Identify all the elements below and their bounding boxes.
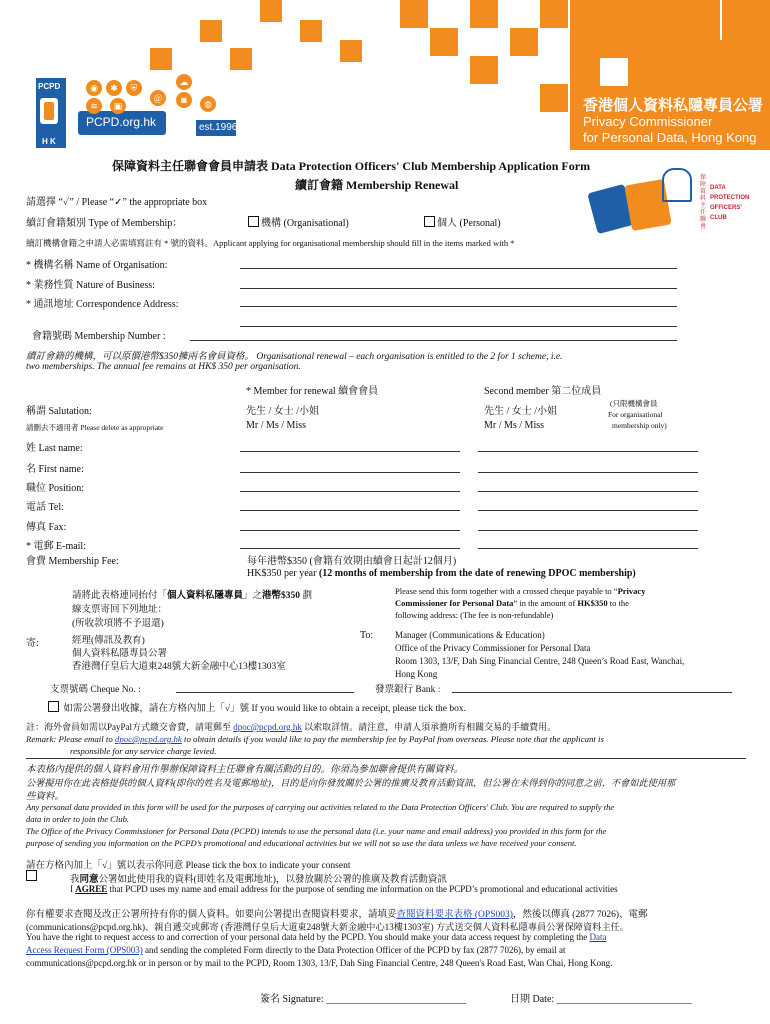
org-name-field[interactable] (240, 268, 677, 269)
payment-zh-payee: 個人資料私隱專員 (167, 591, 244, 601)
type-org-option[interactable] (248, 214, 349, 229)
pixel-decoration (540, 84, 568, 112)
bluetooth-icon: ✱ (106, 80, 122, 96)
asterisk-note: 續訂機構會籍之申請人必需填寫註有 * 號的資料。Applicant applying for organisational membership should fill in the items marked with * (26, 238, 515, 248)
payment-en-amount: HK$350 (577, 598, 608, 608)
pcpd-logo-bottom: H K (42, 137, 56, 146)
globe-icon: ◍ (200, 96, 216, 112)
position-field-1[interactable] (240, 491, 460, 492)
address-field-1[interactable] (240, 306, 677, 307)
payment-zh-2: 線支票寄回下列地址： (72, 605, 168, 615)
fee-label: 會費 Membership Fee: (26, 556, 119, 567)
privacy-en-3: The Office of the Privacy Commissioner for Personal Data (PCPD) intends to use the personal data (i.e. your name and email address) you provided in this form for the (26, 826, 607, 836)
to-en-label: To: (360, 630, 374, 641)
tel-field-2[interactable] (478, 510, 698, 511)
addr-en-4: Hong Kong (395, 669, 438, 679)
privacy-en-4: purpose of sending you information on the PCPD’s promotional and educational activities but we will not so use the data unless we have received your consent. (26, 838, 577, 848)
cheque-field[interactable] (176, 692, 354, 693)
access-zh-1c: ，然後以傳真 (2877 7026)、電郵 (512, 910, 648, 920)
pixel-decoration (150, 48, 172, 70)
fee-en (247, 568, 636, 579)
signature-field[interactable]: 簽名 Signature: ____________________________ (260, 994, 467, 1005)
pixel-decoration (470, 56, 498, 84)
payment-zh-3: (所收款項將不予退還) (72, 619, 164, 629)
lock-icon (662, 168, 692, 202)
type-personal-option[interactable] (424, 214, 501, 229)
business-field[interactable] (240, 288, 677, 289)
addr-zh-2: 個人資料私隱專員公署 (72, 649, 168, 659)
tel-label: 電話 Tel: (26, 502, 64, 513)
consent-header: 請在方格內加上「√」號以表示你同意 Please tick the box to indicate your consent (26, 861, 351, 871)
payment-zh-1a: 請將此表格連同抬付「 (72, 591, 168, 601)
type-org-checkbox[interactable] (248, 216, 259, 227)
fee-en-amount: HK$350 per year (247, 568, 319, 579)
fax-label: 傳真 Fax: (26, 522, 67, 533)
pcpd-logo-top: PCPD (38, 82, 61, 91)
header-banner (0, 0, 770, 150)
cloud-icon: ☁ (176, 74, 192, 90)
bank-field[interactable] (452, 692, 732, 693)
addr-en-2: Office of the Privacy Commissioner for Personal Data (395, 643, 591, 653)
pcpd-english-name-1: Privacy Commissioner (583, 114, 713, 129)
tick-instruction: 請選擇 “✓” / Please “✓” the appropriate box (26, 197, 208, 208)
payment-en-payee-1: Privacy (617, 586, 646, 596)
addr-en-3: Room 1303, 13/F, Dah Sing Financial Centre, 248 Queen’s Road East, Wanchai, (395, 656, 685, 666)
dpoc-logo (592, 168, 702, 238)
fax-field-2[interactable] (478, 530, 698, 531)
payment-en-1 (395, 586, 645, 596)
wifi-icon: ≋ (86, 98, 102, 114)
pixel-decoration (260, 0, 282, 22)
consent-en-agree: AGREE (75, 884, 108, 894)
access-zh-1 (26, 906, 647, 920)
pixel-decoration (570, 0, 720, 40)
addr-zh-1: 經理(傳訊及教育) (72, 636, 145, 646)
est-label: est.1996 (199, 122, 238, 133)
section-divider (26, 758, 746, 759)
pixel-decoration (200, 20, 222, 42)
salutation-label: 稱謂 Salutation: (26, 406, 92, 417)
type-personal-checkbox[interactable] (424, 216, 435, 227)
membership-type-label: 續訂會籍類別 Type of Membership： (26, 218, 183, 229)
first-name-label: 名 First name: (26, 464, 84, 475)
dpoc-english-3: OFFICERS' (710, 205, 742, 211)
privacy-zh-3: 些資料。 (26, 792, 65, 802)
payment-en-2 (395, 598, 629, 608)
fee-zh (247, 552, 456, 567)
consent-zh-c: 公署如此使用我的資料(即姓名及電郵地址)，以發放關於公署的推廣及教育活動資訊 (98, 875, 447, 885)
email-label: * 電郵 E-mail: (26, 541, 86, 552)
first-name-field-1[interactable] (240, 472, 460, 473)
access-en-2 (26, 945, 566, 955)
org-only-zh: (只限機構會員 (610, 399, 658, 408)
consent-checkbox[interactable] (26, 870, 37, 881)
business-label: * 業務性質 Nature of Business: (26, 280, 155, 291)
access-en-2b: and sending the completed Form directly to the Data Protection Officer of the PCPD by fax (2877 7026), by email at (142, 945, 566, 955)
paypal-en-b: to obtain details if you would like to pay the membership fee by PayPal from overseas. Please note that the applicant is (181, 734, 604, 744)
lock-icon: ▣ (110, 98, 126, 114)
payment-en-3: following address: (The fee is non-refundable) (395, 610, 554, 620)
access-zh-2: (communications@pcpd.org.hk)、親自遞交或郵寄 (香港灣仔皇后大道東248號大新金融中心13樓1303室) 方式送交個人資料私隱專員公署保障資料主任。 (26, 922, 629, 932)
consent-zh-a: 我 (70, 875, 80, 885)
payment-zh-amount: 港幣$350 (262, 591, 301, 601)
address-field-2[interactable] (240, 326, 677, 327)
dpoc-english-2: PROTECTION (710, 195, 750, 201)
paypal-zh-a: 註：海外會員如需以PayPal方式繳交會費，請電郵至 (26, 722, 234, 732)
dpoc-chinese-name: 保障資料主任聯會 (700, 175, 707, 230)
membership-number-field[interactable] (190, 340, 677, 341)
fee-zh-text: 每年港幣$350 (會籍有效期由續會日起計12個月) (247, 556, 457, 567)
address-label: * 通訊地址 Correspondence Address: (26, 299, 179, 310)
send-zh-label: 寄: (26, 638, 39, 649)
pcpd-english-name-2: for Personal Data, Hong Kong (583, 130, 757, 145)
form-subtitle: 續訂會籍 Membership Renewal (295, 178, 459, 192)
last-name-label: 姓 Last name: (26, 443, 83, 454)
access-form-link-en-1[interactable]: Data (589, 932, 607, 942)
consent-checkbox-wrap[interactable] (26, 870, 39, 883)
pixel-decoration (510, 28, 538, 56)
camera-icon: ◙ (176, 92, 192, 108)
position-field-2[interactable] (478, 491, 698, 492)
access-form-link-en-2[interactable]: Access Request Form (OPS003) (26, 945, 143, 955)
renewal-note-1: 續訂會籍的機構，可以原價港幣$350擁兩名會員資格。 Organisational renewal – each organisation is entitled to the 2 for 1 scheme, i.e. (26, 352, 563, 362)
cheque-label: 支票號碼 Cheque No. : (50, 685, 141, 695)
paypal-email-link[interactable]: dpoc@pcpd.org.hk (233, 722, 302, 732)
privacy-en-2: data in order to join the Club. (26, 814, 130, 824)
form-title: 保障資料主任聯會會員申請表 Data Protection Officers' Club Membership Application Form (112, 159, 591, 173)
shield-icon: ⛨ (126, 80, 142, 96)
pixel-decoration (400, 0, 428, 28)
delete-note: 請刪去不適用者 Please delete as appropriate (26, 423, 164, 432)
privacy-zh-2: 公署擬用你在此表格提供的個人資料(即你的姓名及電郵地址)，目的是向你發放關於公署的推廣及教育活動資訊，但公署在未得到你的同意之前，不會如此使用那 (26, 778, 676, 788)
org-only-en-2: membership only) (612, 421, 667, 430)
rss-icon: ◉ (86, 80, 102, 96)
privacy-zh-1: 本表格內提供的個人資料會用作舉辦保障資料主任聯會有關活動的目的。你須為參加聯會提供有關資料。 (26, 765, 464, 775)
salutation-en-2[interactable]: Mr / Ms / Miss (484, 420, 545, 431)
first-name-field-2[interactable] (478, 472, 698, 473)
pcpd-chinese-name: 香港個人資料私隱專員公署 (583, 96, 764, 114)
pixel-decoration (230, 48, 252, 70)
addr-zh-3: 香港灣仔皇后大道東248號大新金融中心13樓1303室 (72, 662, 286, 672)
consent-en-a: I (70, 884, 76, 894)
paypal-zh-b: 以索取詳情。請注意，申請人須承擔所有相關交易的手續費用。 (301, 722, 557, 732)
payment-zh-1e: 劃 (300, 591, 312, 601)
dpoc-english-4: CLUB (710, 215, 727, 221)
email-field-1[interactable] (240, 548, 460, 549)
last-name-field-1[interactable] (240, 451, 460, 452)
salutation-en-1[interactable]: Mr / Ms / Miss (246, 420, 307, 431)
email-field-2[interactable] (478, 548, 698, 549)
consent-zh (70, 871, 447, 885)
consent-en-c: that PCPD uses my name and email address for the purpose of sending me information on the PCPD’s promotional and educational activities (107, 884, 618, 894)
receipt-label: 如需公署發出收據，請在方格內加上「√」號 If you would like to obtain a receipt, please tick the box. (63, 704, 466, 714)
salutation-zh-1[interactable]: 先生 / 女士 /小姐 (246, 406, 320, 417)
tel-field-1[interactable] (240, 510, 460, 511)
access-en-1a: You have the right to request access to and correction of your personal data held by the PCPD. You should make your data access request by completing the (26, 932, 590, 942)
salutation-zh-2[interactable]: 先生 / 女士 /小姐 (484, 406, 558, 417)
paypal-email-link-2[interactable]: dpoc@pcpd.org.hk (114, 734, 182, 744)
payment-en-2d: to the (607, 598, 629, 608)
member-renewal-header: * Member for renewal 續會會員 (246, 386, 379, 397)
type-personal-label: 個人 (Personal) (437, 218, 501, 229)
receipt-option[interactable] (48, 700, 466, 714)
last-name-field-2[interactable] (478, 451, 698, 452)
pixel-decoration (540, 0, 568, 28)
consent-zh-agree: 同意 (79, 875, 99, 885)
privacy-en-1: Any personal data provided in this form will be used for the purposes of carrying out activities related to the Data Protection Officers' Club. You are required to supply the (26, 802, 615, 812)
access-form-link-zh[interactable]: 查閱資料要求表格 (OPS003) (396, 910, 513, 920)
renewal-note-2: two memberships. The annual fee remains at HK$ 350 per organisation. (26, 362, 301, 372)
payment-zh-1 (72, 587, 312, 601)
type-org-label: 機構 (Organisational) (261, 218, 349, 229)
pixel-decoration (430, 28, 458, 56)
paypal-en-a: Remark: Please email to (26, 734, 115, 744)
payment-en-2b: ” in the amount of (513, 598, 578, 608)
org-name-label: * 機構名稱 Name of Organisation: (26, 260, 168, 271)
bank-label: 發票銀行 Bank : (375, 685, 441, 695)
pcpd-logo-p-inner (44, 102, 54, 120)
pixel-decoration (470, 0, 498, 28)
pixel-decoration (340, 40, 362, 62)
pixel-decoration (722, 0, 770, 40)
logo-url: PCPD.org.hk (86, 115, 157, 129)
pixel-decoration (600, 58, 628, 86)
fee-en-period: (12 months of membership from the date of renewing DPOC membership) (318, 568, 636, 579)
pixel-decoration (300, 20, 322, 42)
payment-en-1a: Please send this form together with a crossed cheque payable to “ (395, 586, 618, 596)
payment-en-payee-2: Commissioner for Personal Data (395, 598, 514, 608)
addr-en-1: Manager (Communications & Education) (395, 630, 545, 640)
access-en-1 (26, 932, 606, 942)
membership-number-label: 會籍號碼 Membership Number : (32, 331, 166, 342)
dpoc-text-block (700, 175, 760, 235)
at-icon: @ (150, 90, 166, 106)
access-zh-1a: 你有權要求查閱及改正公署所持有你的個人資料。如要向公署提出查閱資料要求，請填妥 (26, 910, 397, 920)
paypal-zh (26, 720, 556, 733)
fax-field-1[interactable] (240, 530, 460, 531)
position-label: 職位 Position: (26, 483, 85, 494)
access-en-3: communications@pcpd.org.hk or in person or by mail to the PCPD, Room 1303, 13/F, Dah Sing Financial Centre, 248 Queen's Road East, Wan Chai, Hong Kong. (26, 958, 613, 968)
org-only-en-1: For organisational (608, 410, 663, 419)
second-member-header: Second member 第二位成員 (484, 386, 602, 397)
date-field[interactable]: 日期 Date: ___________________________ (510, 994, 692, 1005)
payment-zh-1c: 」之 (243, 591, 263, 601)
consent-en (70, 884, 618, 894)
paypal-en-1 (26, 734, 604, 744)
paypal-en-2: responsible for any service charge levied. (70, 746, 217, 756)
receipt-checkbox[interactable] (48, 701, 59, 712)
dpoc-english-1: DATA (710, 185, 726, 191)
